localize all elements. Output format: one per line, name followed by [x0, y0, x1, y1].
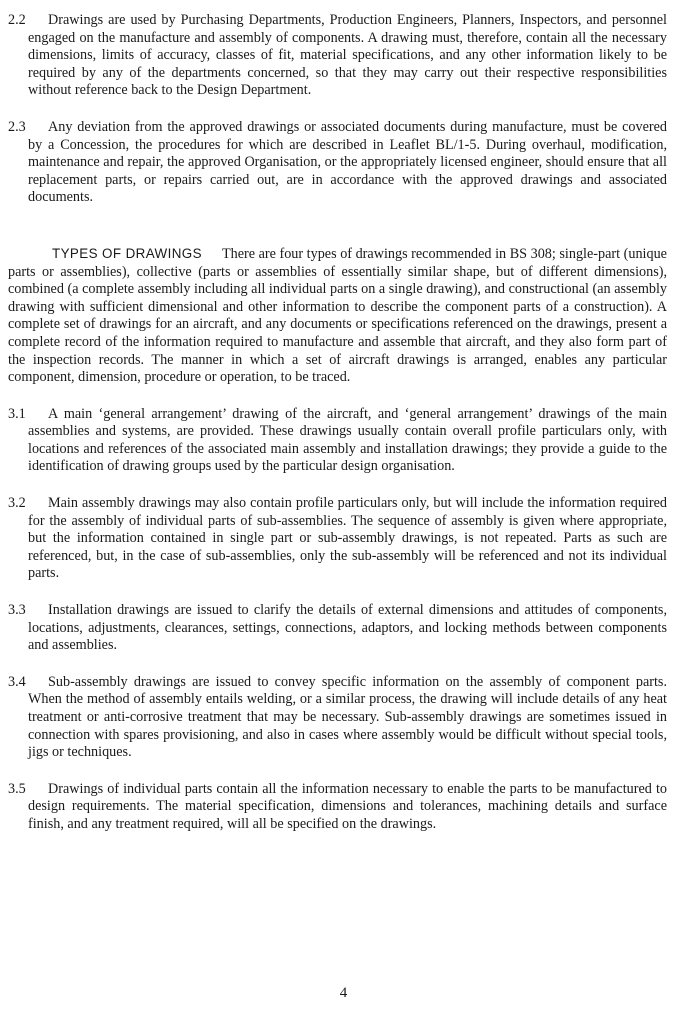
paragraph-number: 3.2 — [8, 495, 26, 512]
section-text: There are four types of drawings recommended in BS 308; single-part (unique parts or assemblies), collective (parts or assemblies of essentially similar shape, but of different dimensions), combined (a complete assembly including all individual parts on a single drawing), and constructional (an assembly drawing with sufficient dimensional and other information to describe the component parts of a construction). A complete set of drawings for an aircraft, and any documents or specifications referenced on the drawings, present a complete record of the information required to manufacture and assemble that aircraft, and they also form part of the inspection records. The manner in which a set of aircraft drawings is arranged, enables any particular component, dimension, procedure or operation, to be traced. — [8, 245, 667, 386]
paragraph-number: 2.2 — [8, 12, 26, 28]
paragraph-3-4 — [8, 674, 667, 762]
section-types-of-drawings — [8, 245, 667, 387]
paragraph-number: 2.3 — [8, 118, 26, 135]
paragraph-text: Installation drawings are issued to clarify the details of external dimensions and attitudes of components, locations, adjustments, clearances, settings, connections, adaptors, and locking methods between components and assemblies. — [28, 602, 667, 654]
paragraph-number: 3.5 — [8, 780, 26, 797]
paragraph-3-3 — [8, 602, 667, 655]
document-page — [8, 12, 667, 853]
paragraph-2-3 — [8, 119, 667, 207]
paragraph-3-2 — [8, 495, 667, 583]
paragraph-2-2 — [8, 12, 667, 100]
page-number: 4 — [339, 985, 348, 1001]
paragraph-text: Any deviation from the approved drawings or associated documents during manufacture, must be covered by a Concession, the procedures for which are described in Leaflet BL/1-5. During overhaul, modification, maintenance and repair, the approved Organisation, or the appropriately licensed engineer, should ensure that all replacement parts, or repairs carried out, are in accordance with the approved drawings and associated documents. — [28, 118, 667, 206]
paragraph-number: 3.1 — [8, 405, 26, 422]
paragraph-3-1 — [8, 406, 667, 476]
paragraph-text: Drawings of individual parts contain all the information necessary to enable the parts to be manufactured to design requirements. The material specification, dimensions and tolerances, machining details and surface finish, and any treatment required, will all be specified on the drawings. — [28, 780, 667, 832]
paragraph-text: Sub-assembly drawings are issued to convey specific information on the assembly of component parts. When the method of assembly entails welding, or a similar process, the drawing will include details of any heat treatment or anti-corrosive treatment that may be necessary. Sub-assembly drawings are sometimes issued in connection with spares provisioning, and also in cases where assembly would be difficult without special tools, jigs or techniques. — [28, 673, 667, 761]
paragraph-3-5 — [8, 781, 667, 834]
paragraph-number: 3.4 — [8, 673, 26, 690]
paragraph-number: 3.3 — [8, 602, 26, 619]
paragraph-text: Drawings are used by Purchasing Departments, Production Engineers, Planners, Inspectors, and personnel engaged on the manufacture and assembly of components. A drawing must, therefore, contain all the necessary dimensions, limits of accuracy, classes of fit, material specifications, and any other information likely to be required by any of the departments concerned, so that they may carry out their respective responsibilities without reference back to the Design Department. — [28, 12, 667, 99]
section-heading: TYPES OF DRAWINGS — [52, 245, 202, 261]
paragraph-text: A main ‘general arrangement’ drawing of the aircraft, and ‘general arrangement’ drawings of the main assemblies and systems, are provided. These drawings usually contain overall profile particulars only, with locations and references of the associated main assembly and installation drawings; they provide a guide to the identification of drawing groups used by the particular design organisation. — [28, 405, 667, 475]
paragraph-text: Main assembly drawings may also contain profile particulars only, but will include the information required for the assembly of individual parts of sub-assemblies. The sequence of assembly is given where appropriate, but the information contained in single part or sub-assembly drawings, is not repeated. Parts as such are referenced, but, in the case of sub-assemblies, only the sub-assembly will be referenced and not its individual parts. — [28, 495, 667, 582]
